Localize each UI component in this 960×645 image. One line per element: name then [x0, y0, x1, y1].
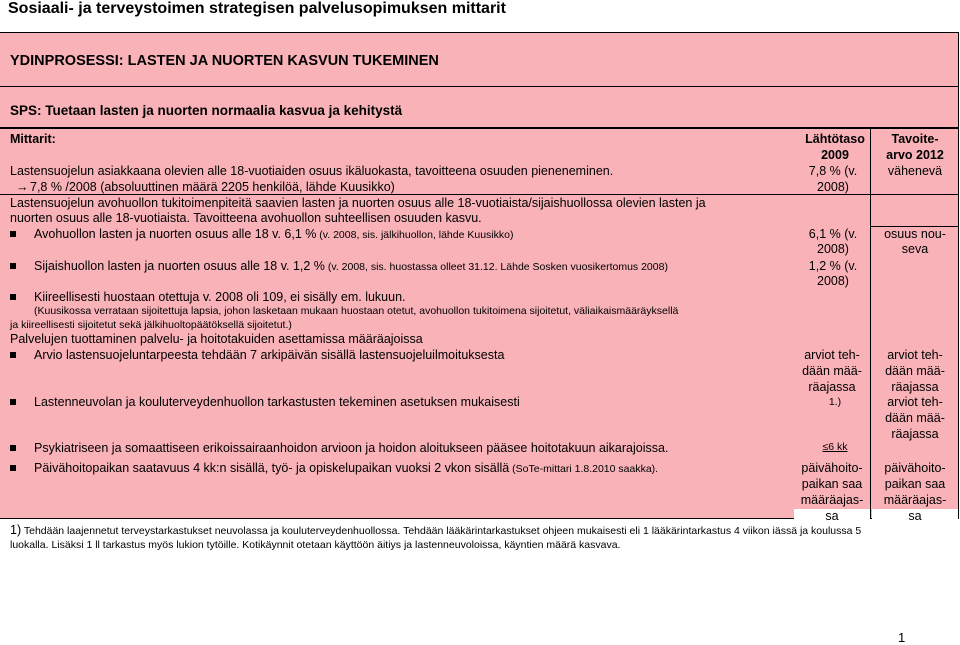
row2-b1-baseline-b: 2008) [817, 242, 849, 256]
table-border-top [0, 128, 959, 129]
row3-item4 [34, 461, 658, 477]
mittarit-label: Mittarit: [10, 132, 56, 146]
row2-bullet1-note: (v. 2008, sis. jälkihuollon, lähde Kuusikko) [316, 229, 514, 241]
row3-item1-baseline-2: dään mää- [802, 364, 862, 378]
row3-item2-baseline: 1.) [828, 396, 842, 408]
row1-target: vähenevä [887, 164, 943, 178]
page-number: 1 [898, 630, 906, 645]
row3-item4-baseline-3: määräajas- [800, 493, 864, 507]
target-header-2: arvo 2012 [886, 148, 944, 162]
row3-item2: Lastenneuvolan ja kouluterveydenhuollon tarkastusten tekeminen asetuksen mukaisesti [34, 395, 520, 409]
row3-item1-baseline-1: arviot teh- [804, 348, 860, 362]
row3-item4-baseline-1: päivähoito- [801, 461, 863, 475]
row3-item3-baseline: ≤6 kk [822, 441, 848, 453]
row1-baseline-a: 7,8 % (v. [808, 164, 858, 178]
footnote [10, 523, 910, 538]
bullet-icon [10, 294, 16, 300]
column-divider-target [870, 128, 871, 519]
row3-title: Palvelujen tuottaminen palvelu- ja hoitotakuiden asettamissa määräajoissa [10, 332, 423, 346]
document-title: Sosiaali- ja terveystoimen strategisen palvelusopimuksen mittarit [8, 0, 506, 17]
row2-b1-baseline-a: 6,1 % (v. [808, 227, 858, 241]
row1-description: Lastensuojelun asiakkaana olevien alle 18-vuotiaiden osuus ikäluokasta, tavoitteena osuuden pieneneminen. [10, 164, 614, 178]
row1-value-note: 7,8 % /2008 (absoluuttinen määrä 2205 henkilöä, lähde Kuusikko) [30, 180, 395, 194]
sps-heading-box [0, 86, 959, 128]
row2-b2-baseline-a: 1,2 % (v. [808, 259, 858, 273]
row3-item1-target-2: dään mää- [885, 364, 945, 378]
row2-bullet3-note-2: ja kiireellisesti sijoitetut sekä jälkihuoltopäätöksellä sijoitetut.) [10, 319, 292, 331]
sps-heading: SPS: Tuetaan lasten ja nuorten normaalia kasvua ja kehitystä [10, 103, 403, 118]
process-heading: YDINPROSESSI: LASTEN JA NUORTEN KASVUN TUKEMINEN [10, 53, 439, 69]
row3-item1-target-1: arviot teh- [887, 348, 943, 362]
row3-item2-target-3: räajassa [891, 427, 939, 441]
row3-item1-baseline-3: räajassa [808, 380, 856, 394]
row2-bullet1 [34, 227, 513, 243]
row2-bullet2 [34, 259, 668, 275]
arrow-icon: → [16, 180, 29, 194]
row3-item1-target-3: räajassa [891, 380, 939, 394]
footnote-line1: Tehdään laajennetut terveystarkastukset neuvolassa ja kouluterveydenhuollossa. Tehdään lääkärintarkastukset ohjeen mukaisesti eli 1 lääkärintarkastus 4 viikon iässä ja koulussa 5 [21, 525, 862, 537]
row3-item4-target-4: sa [872, 509, 958, 524]
row3-item4-target-2: paikan saa [884, 477, 946, 491]
row3-item4-main: Päivähoitopaikan saatavuus 4 kk:n sisällä, työ- ja opiskelupaikan vuoksi 2 vkon sisällä [34, 461, 510, 475]
process-heading-box [0, 32, 959, 87]
row2-bullet2-note: (v. 2008, sis. huostassa olleet 31.12. Lähde Sosken vuosikertomus 2008) [324, 261, 668, 273]
bullet-icon [10, 445, 16, 451]
baseline-header-1: Lähtötaso [805, 132, 865, 146]
row3-item1: Arvio lastensuojeluntarpeesta tehdään 7 arkipäivän sisällä lastensuojeluilmoituksesta [34, 348, 505, 362]
baseline-header-2: 2009 [821, 148, 849, 162]
row3-item2-target-2: dään mää- [885, 411, 945, 425]
row3-item4-target-3: määräajas- [883, 493, 947, 507]
row2-description-1: Lastensuojelun avohuollon tukitoimenpiteitä saavien lasten ja nuorten osuus alle 18-vuotiaista/sijaishuollossa olevien lasten ja [10, 196, 706, 210]
footnote-line2: luokalla. Lisäksi 1 ll tarkastus myös lukion tytöille. Kotikäynnit otetaan käyttöön äitiys ja lastenneuvoloissa, käyntien määrä kasvava. [10, 539, 621, 551]
bullet-icon [10, 465, 16, 471]
footnote-marker: 1) [10, 523, 22, 537]
row2-bullet3-note-1: (Kuusikossa verrataan sijoitettuja lapsia, johon lasketaan mukaan huostaan otetut, avohuollon tukitoimena sijoitetut, väliaikaismääräyksellä [34, 305, 679, 317]
row2-description-2: nuorten osuus alle 18-vuotiaista. Tavoitteena avohuollon suhteellisen osuuden kasvu. [10, 211, 482, 225]
row3-item4-baseline-4: sa [794, 509, 870, 524]
bullet-icon [10, 231, 16, 237]
target-header-1: Tavoite- [891, 132, 939, 146]
row3-item2-target-1: arviot teh- [887, 395, 943, 409]
row2-target-b: seva [901, 242, 929, 256]
bullet-icon [10, 352, 16, 358]
row2-bullet3: Kiireellisesti huostaan otettuja v. 2008 oli 109, ei sisälly em. lukuun. [34, 290, 406, 304]
table-border-right [958, 128, 959, 519]
bullet-icon [10, 399, 16, 405]
row3-item3: Psykiatriseen ja somaattiseen erikoissairaanhoidon arvioon ja hoidon aloitukseen pääsee hoitotakuun aikarajoissa. [34, 441, 669, 455]
row2-target-a: osuus nou- [884, 227, 946, 241]
row2-bullet1-main: Avohuollon lasten ja nuorten osuus alle 18 v. 6,1 % [34, 227, 317, 241]
row2-bullet2-main: Sijaishuollon lasten ja nuorten osuus alle 18 v. 1,2 % [34, 259, 325, 273]
row1-baseline-b: 2008) [817, 180, 849, 194]
bullet-icon [10, 263, 16, 269]
row3-item4-target-1: päivähoito- [884, 461, 946, 475]
row2-b2-baseline-b: 2008) [817, 274, 849, 288]
row3-item4-note: (SoTe-mittari 1.8.2010 saakka). [509, 463, 659, 475]
row3-item4-baseline-2: paikan saa [801, 477, 863, 491]
